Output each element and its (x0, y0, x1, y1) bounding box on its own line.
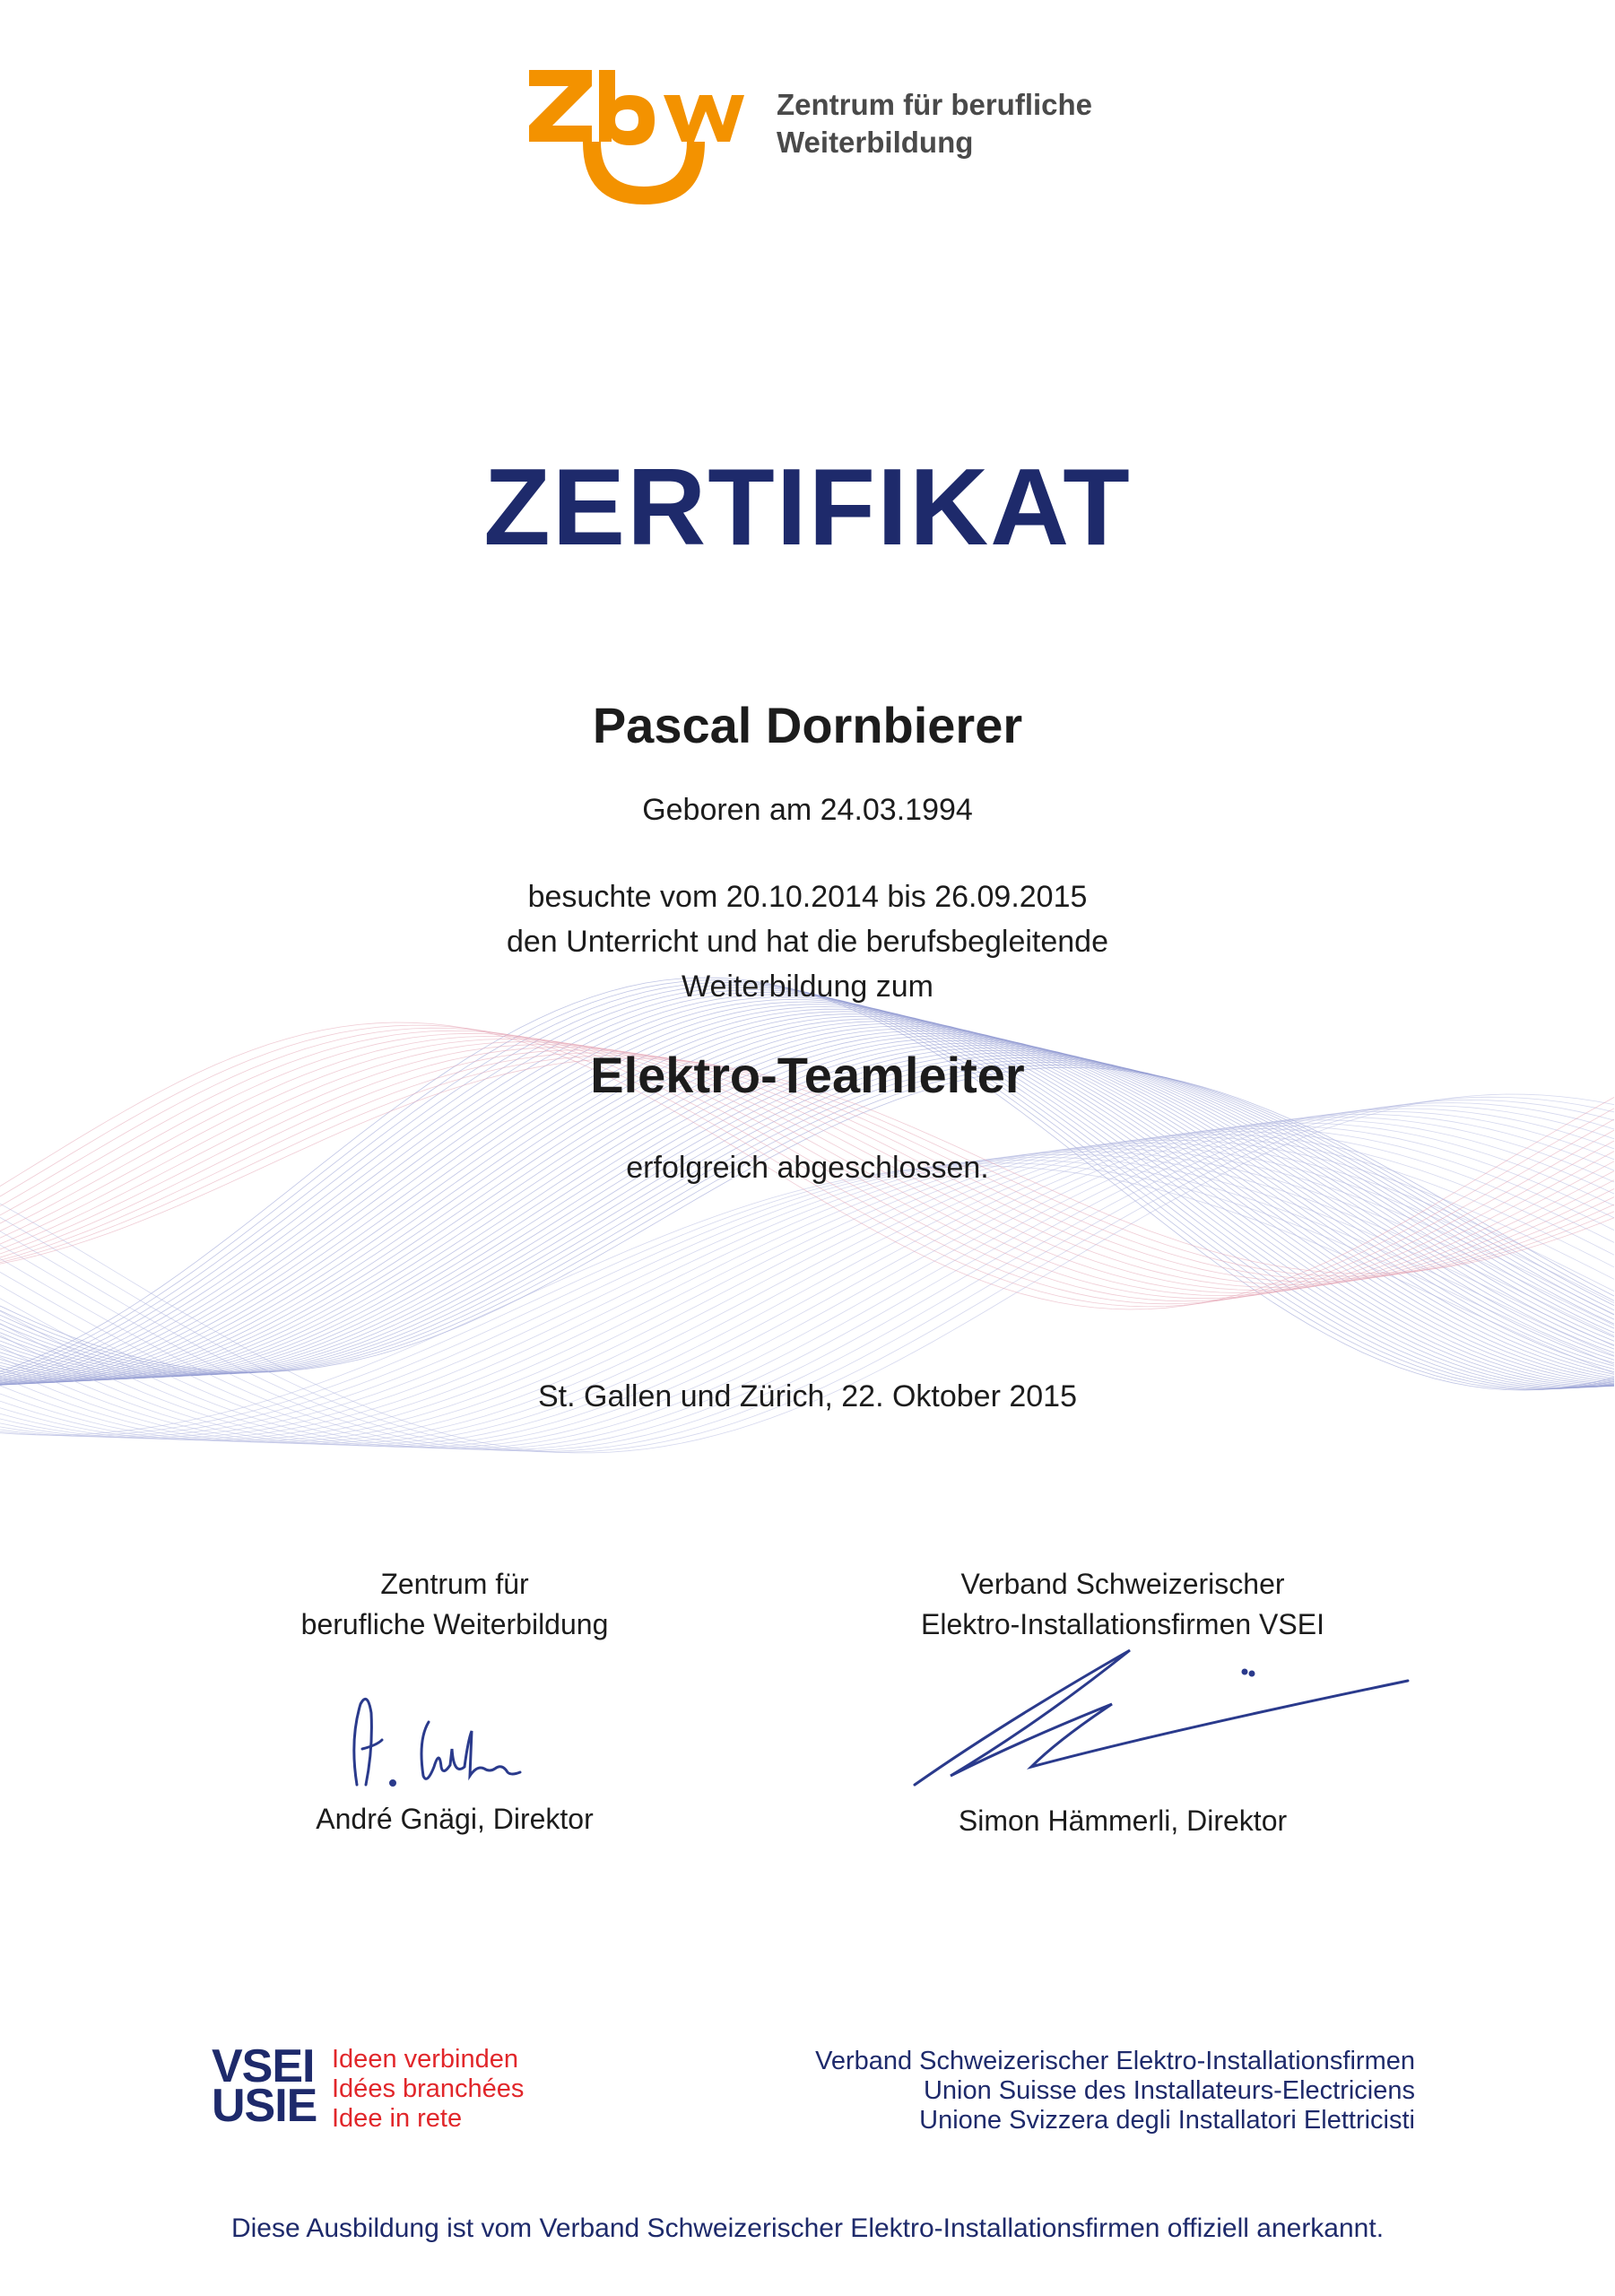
zbw-logo-icon (529, 70, 744, 213)
association-name-it: Unione Svizzera degli Installatori Elettricisti (919, 2106, 1415, 2135)
signatory-left-org (186, 1564, 724, 1645)
attendance-line-1: besuchte vom 20.10.2014 bis 26.09.2015 (527, 880, 1088, 914)
recipient-name: Pascal Dornbierer (592, 697, 1023, 753)
zbw-org-name (777, 86, 1092, 161)
slogan-de: Ideen verbinden (332, 2045, 518, 2074)
attendance-line-3: Weiterbildung zum (682, 970, 933, 1004)
place-and-date: St. Gallen und Zürich, 22. Oktober 2015 (537, 1379, 1077, 1413)
signature-haemmerli-icon (897, 1641, 1435, 1794)
course-title: Elektro-Teamleiter (590, 1047, 1025, 1103)
association-name-fr: Union Suisse des Installateurs-Electriciens (923, 2076, 1415, 2105)
association-name-de: Verband Schweizerischer Elektro-Installationsfirmen (815, 2047, 1415, 2075)
vsei-usie-logo (212, 2040, 317, 2132)
signatory-left-org-line1: Zentrum für (380, 1568, 529, 1600)
association-names (682, 2047, 1415, 2135)
signatory-right-name: Simon Hämmerli, Direktor (958, 1805, 1288, 1837)
slogan-fr: Idées branchées (332, 2074, 525, 2103)
signatory-left-name: André Gnägi, Direktor (316, 1803, 594, 1835)
signatory-right-org (854, 1564, 1392, 1645)
signatory-right-org-line2: Elektro-Installationsfirmen VSEI (921, 1608, 1324, 1640)
vsei-logo-line1: VSEI (212, 2040, 315, 2092)
attendance-statement (0, 874, 1615, 1009)
vsei-slogans (332, 2045, 524, 2134)
signatory-left-org-line2: berufliche Weiterbildung (300, 1608, 609, 1640)
slogan-it: Idee in rete (332, 2104, 463, 2133)
attendance-line-2: den Unterricht und hat die berufsbegleitende (506, 925, 1109, 959)
birth-date: Geboren am 24.03.1994 (642, 793, 973, 827)
zbw-org-line2: Weiterbildung (777, 126, 974, 159)
completion-statement: erfolgreich abgeschlossen. (626, 1151, 989, 1185)
signature-gnaegi-icon (341, 1686, 547, 1803)
signatory-right-org-line1: Verband Schweizerischer (960, 1568, 1285, 1600)
vsei-logo-line2: USIE (212, 2080, 317, 2132)
zbw-org-line1: Zentrum für berufliche (777, 88, 1093, 121)
recognition-statement: Diese Ausbildung ist vom Verband Schweizerischer Elektro-Installationsfirmen offiziell anerkannt. (230, 2213, 1385, 2243)
certificate-title: ZERTIFIKAT (483, 446, 1132, 568)
